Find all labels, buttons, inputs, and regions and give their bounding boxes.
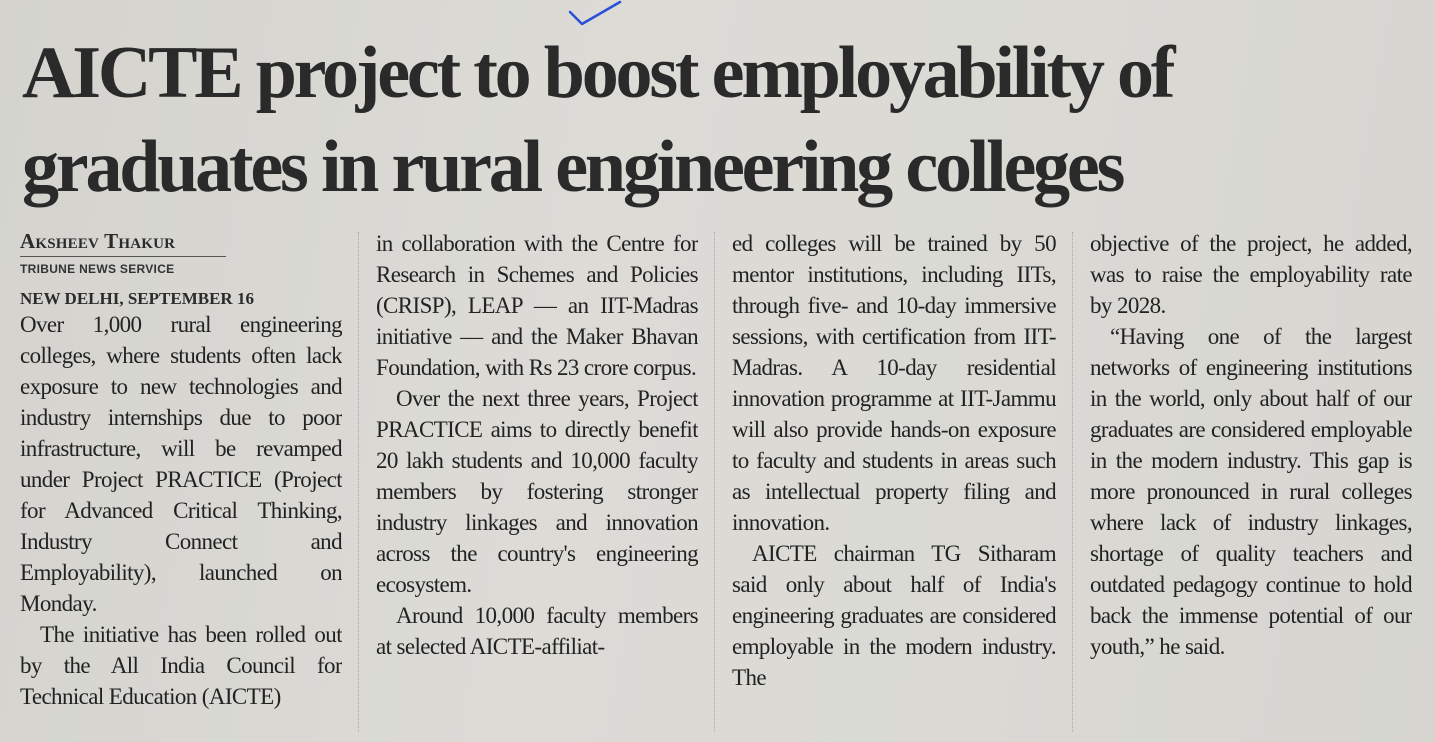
news-service: TRIBUNE NEWS SERVICE (20, 262, 175, 276)
headline-line-1: AICTE project to boost employability of (22, 32, 1173, 114)
column-divider (358, 232, 359, 732)
byline-rule (20, 256, 226, 257)
column-divider (714, 232, 715, 732)
headline-line-2: graduates in rural engineering colleges (22, 126, 1123, 208)
paragraph: AICTE chairman TG Sitharam said only about half of India's engineering graduates are considered employable in the modern industry. The (732, 541, 1056, 690)
paragraph: objective of the project, he added, was to raise the employability rate by 2028. (1090, 231, 1412, 318)
dateline: NEW DELHI, SEPTEMBER 16 (20, 289, 254, 308)
article-column-3 (732, 228, 1056, 738)
headline (22, 26, 1422, 214)
paragraph: in collaboration with the Centre for Research in Schemes and Policies (CRISP), LEAP — an IIT-Madras initiative — and the Maker Bhavan Foundation, with Rs 23 crore corpus. (376, 231, 698, 380)
paragraph: Around 10,000 faculty members at selected AICTE-affiliat- (376, 603, 698, 659)
paragraph: Over 1,000 rural engineering colleges, where students often lack exposure to new technologies and industry internships due to poor infrastructure, will be revamped under Project PRACTICE (Project for Advanced Critical Thinking, Industry Connect and Employability), launched on Monday. (20, 312, 342, 616)
paragraph: ed colleges will be trained by 50 mentor institutions, including IITs, through five- and 10-day immersive sessions, with certification from IIT-Madras. A 10-day residential innovation programme at IIT-Jammu will also provide hands-on exposure to faculty and students in areas such as intellectual property filing and innovation. (732, 231, 1056, 535)
article-column-4 (1090, 228, 1412, 738)
paragraph: “Having one of the largest networks of engineering institutions in the world, only about half of our graduates are considered employable in the modern industry. This gap is more pronounced in rural colleges where lack of industry linkages, shortage of quality teachers and outdated pedagogy continue to hold back the immense potential of our youth,” he said. (1090, 324, 1412, 659)
paragraph: Over the next three years, Project PRACTICE aims to directly benefit 20 lakh students and 10,000 faculty members by fostering stronger industry linkages and innovation across the country's engineering ecosystem. (376, 386, 698, 597)
column-divider (1072, 232, 1073, 732)
article-column-1 (20, 228, 342, 738)
article-column-2 (376, 228, 698, 738)
byline: Aksheev Thakur (20, 229, 176, 253)
paragraph: The initiative has been rolled out by the All India Council for Technical Education (AICTE) (20, 622, 342, 709)
